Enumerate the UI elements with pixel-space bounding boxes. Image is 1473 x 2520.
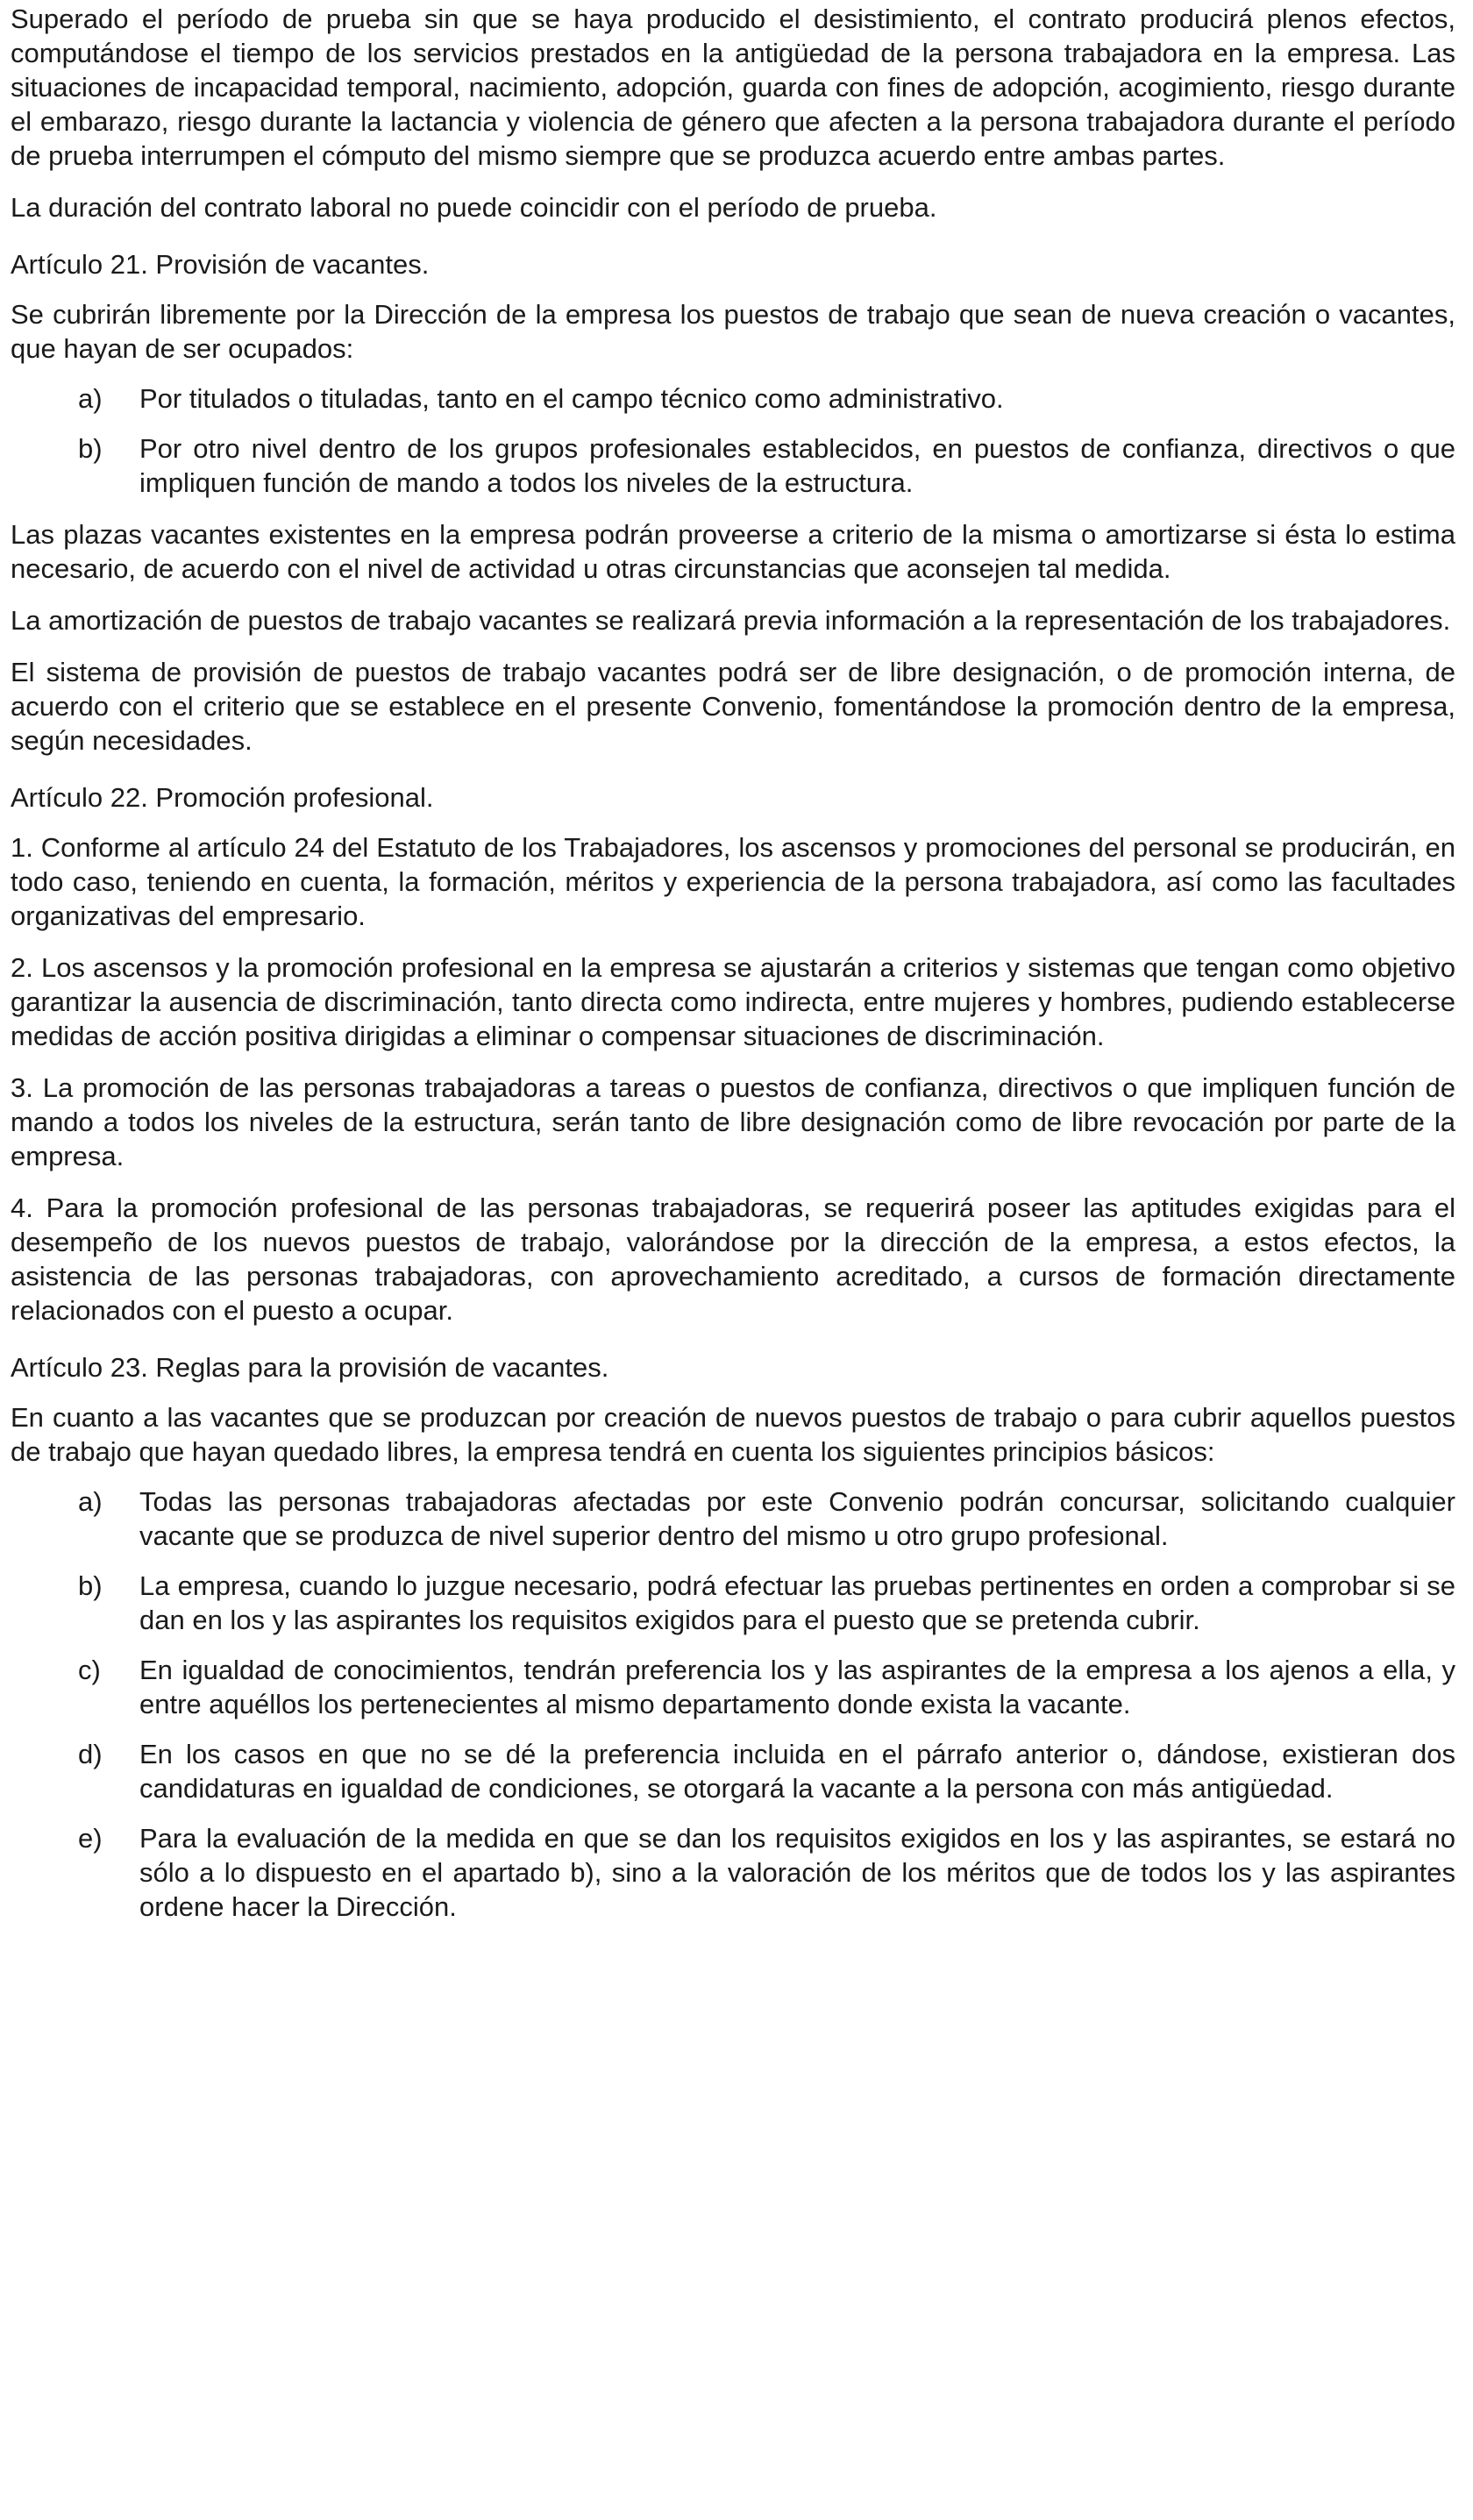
list-item — [11, 1821, 1455, 1924]
list-item — [11, 381, 1455, 416]
list-item-label: a) — [78, 383, 103, 414]
list-item — [11, 1653, 1455, 1721]
list-item-text: En los casos en que no se dé la preferencia incluida en el párrafo anterior o, dándose, existieran dos candidaturas en igualdad de condiciones, se otorgará la vacante a la persona con más antigüedad. — [139, 1739, 1455, 1804]
article-22-paragraph: 4. Para la promoción profesional de las personas trabajadoras, se requerirá poseer las aptitudes exigidas para el desempeño de los nuevos puestos de trabajo, valorándose por la dirección de la empresa, a estos efectos, la asistencia de las personas trabajadoras, con aprovechamiento acreditado, a cursos de formación directamente relacionados con el puesto a ocupar. — [11, 1192, 1455, 1326]
article-22-paragraph: 1. Conforme al artículo 24 del Estatuto de los Trabajadores, los ascensos y promociones del personal se producirán, en todo caso, teniendo en cuenta, la formación, méritos y experiencia de la persona trabajadora, así como las facultades organizativas del empresario. — [11, 832, 1455, 931]
list-item-label: c) — [78, 1655, 101, 1685]
list-item — [11, 1737, 1455, 1805]
list-item-text: Por otro nivel dentro de los grupos profesionales establecidos, en puestos de confianza, directivos o que impliquen función de mando a todos los niveles de la estructura. — [139, 433, 1455, 498]
article-23-heading: Artículo 23. Reglas para la provisión de vacantes. — [11, 1352, 609, 1383]
intro-paragraph: Superado el período de prueba sin que se haya producido el desistimiento, el contrato producirá plenos efectos, computándose el tiempo de los servicios prestados en la antigüedad de la persona trabajadora en la empresa. Las situaciones de incapacidad temporal, nacimiento, adopción, guarda con fines de adopción, acogimiento, riesgo durante el embarazo, riesgo durante la lactancia y violencia de género que afecten a la persona trabajadora durante el período de prueba interrumpen el cómputo del mismo siempre que se produzca acuerdo entre ambas partes. — [11, 4, 1455, 171]
list-item-label: b) — [78, 433, 103, 464]
list-item-text: Para la evaluación de la medida en que se dan los requisitos exigidos en los y las aspirantes, se estará no sólo a lo dispuesto en el apartado b), sino a la valoración de los méritos que de todos los y las aspirantes ordene hacer la Dirección. — [139, 1823, 1455, 1922]
article-21-list — [11, 381, 1455, 500]
article-21-intro: Se cubrirán libremente por la Dirección de la empresa los puestos de trabajo que sean de nueva creación o vacantes, que hayan de ser ocupados: — [11, 299, 1455, 364]
article-21-heading: Artículo 21. Provisión de vacantes. — [11, 249, 430, 280]
document-page — [0, 2, 1473, 2520]
list-item-text: En igualdad de conocimientos, tendrán preferencia los y las aspirantes de la empresa a los ajenos a ella, y entre aquéllos los pertenecientes al mismo departamento donde exista la vacante. — [139, 1655, 1455, 1719]
article-22-paragraph: 2. Los ascensos y la promoción profesional en la empresa se ajustarán a criterios y sistemas que tengan como objetivo garantizar la ausencia de discriminación, tanto directa como indirecta, entre mujeres y hombres, pudiendo establecerse medidas de acción positiva dirigidas a eliminar o compensar situaciones de discriminación. — [11, 952, 1455, 1051]
list-item-text: Todas las personas trabajadoras afectadas por este Convenio podrán concursar, solicitando cualquier vacante que se produzca de nivel superior dentro del mismo u otro grupo profesional. — [139, 1486, 1455, 1551]
article-22-paragraph: 3. La promoción de las personas trabajadoras a tareas o puestos de confianza, directivos o que impliquen función de mando a todos los niveles de la estructura, serán tanto de libre designación como de libre revocación por parte de la empresa. — [11, 1072, 1455, 1171]
article-23-list — [11, 1484, 1455, 1924]
article-23-section — [11, 1350, 1455, 1924]
intro-paragraph: La duración del contrato laboral no puede coincidir con el período de prueba. — [11, 192, 937, 223]
article-22-section — [11, 780, 1455, 1328]
list-item-label: e) — [78, 1823, 103, 1854]
article-21-paragraph: Las plazas vacantes existentes en la empresa podrán proveerse a criterio de la misma o amortizarse si ésta lo estima necesario, de acuerdo con el nivel de actividad u otras circunstancias que aconsejen tal medida. — [11, 519, 1455, 584]
list-item — [11, 431, 1455, 500]
list-item-label: b) — [78, 1570, 103, 1601]
list-item-label: d) — [78, 1739, 103, 1769]
list-item-text: Por titulados o tituladas, tanto en el campo técnico como administrativo. — [139, 383, 1004, 414]
document-body — [11, 2, 1455, 1924]
article-21-section — [11, 247, 1455, 758]
list-item — [11, 1569, 1455, 1637]
list-item-label: a) — [78, 1486, 103, 1517]
article-21-paragraph: La amortización de puestos de trabajo vacantes se realizará previa información a la representación de los trabajadores. — [11, 605, 1451, 636]
list-item-text: La empresa, cuando lo juzgue necesario, podrá efectuar las pruebas pertinentes en orden a comprobar si se dan en los y las aspirantes los requisitos exigidos para el puesto que se pretenda cubrir. — [139, 1570, 1455, 1635]
list-item — [11, 1484, 1455, 1553]
article-21-paragraph: El sistema de provisión de puestos de trabajo vacantes podrá ser de libre designación, o de promoción interna, de acuerdo con el criterio que se establece en el presente Convenio, fomentándose la promoción dentro de la empresa, según necesidades. — [11, 657, 1455, 756]
article-22-heading: Artículo 22. Promoción profesional. — [11, 782, 434, 813]
article-23-intro: En cuanto a las vacantes que se produzcan por creación de nuevos puestos de trabajo o para cubrir aquellos puestos de trabajo que hayan quedado libres, la empresa tendrá en cuenta los siguientes principios básicos: — [11, 1402, 1455, 1467]
